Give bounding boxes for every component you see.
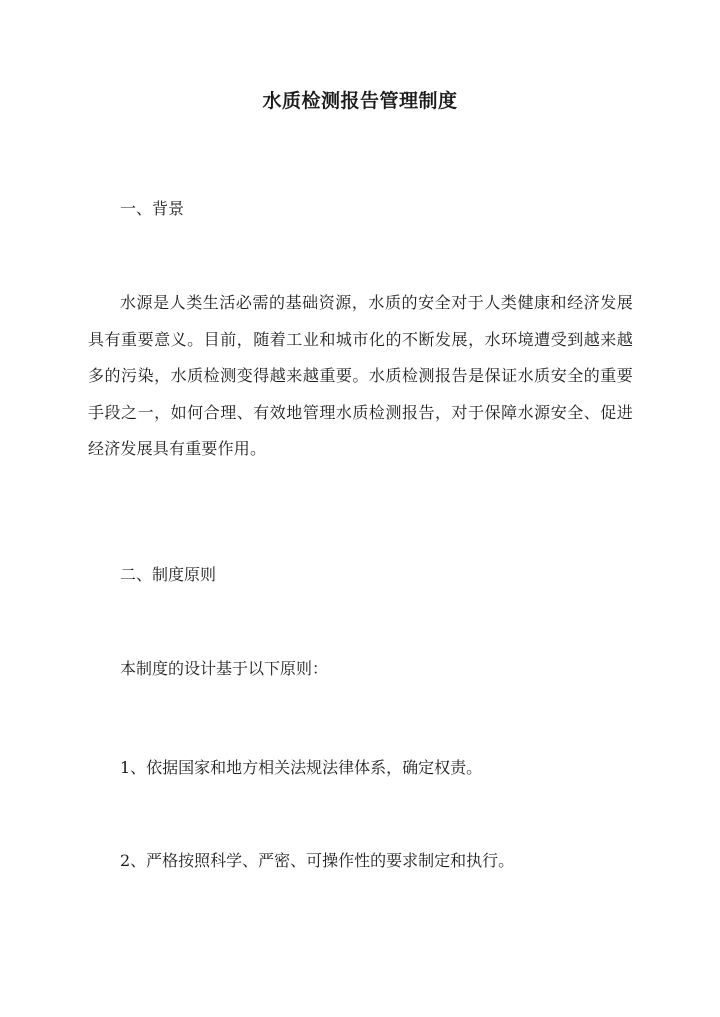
section-heading-principles: 二、制度原则 (120, 565, 217, 584)
principles-intro: 本制度的设计基于以下原则： (120, 659, 329, 678)
document-title: 水质检测报告管理制度 (262, 90, 458, 112)
background-paragraph: 水源是人类生活必需的基础资源，水质的安全对于人类健康和经济发展具有重要意义。目前，随着工业和城市化的不断发展，水环境遭受到越来越多的污染，水质检测变得越来越重要。水质检测报告是保证水质安全的重要手段之一，如何合理、有效地管理水质检测报告，对于保障水源安全、促进经济发展具有重要作用。 (88, 293, 633, 458)
principle-item-1: 1、依据国家和地方相关法规法律体系，确定权责。 (120, 758, 483, 777)
section-heading-background: 一、背景 (120, 199, 185, 218)
principle-item-2: 2、严格按照科学、严密、可操作性的要求制定和执行。 (120, 851, 515, 870)
